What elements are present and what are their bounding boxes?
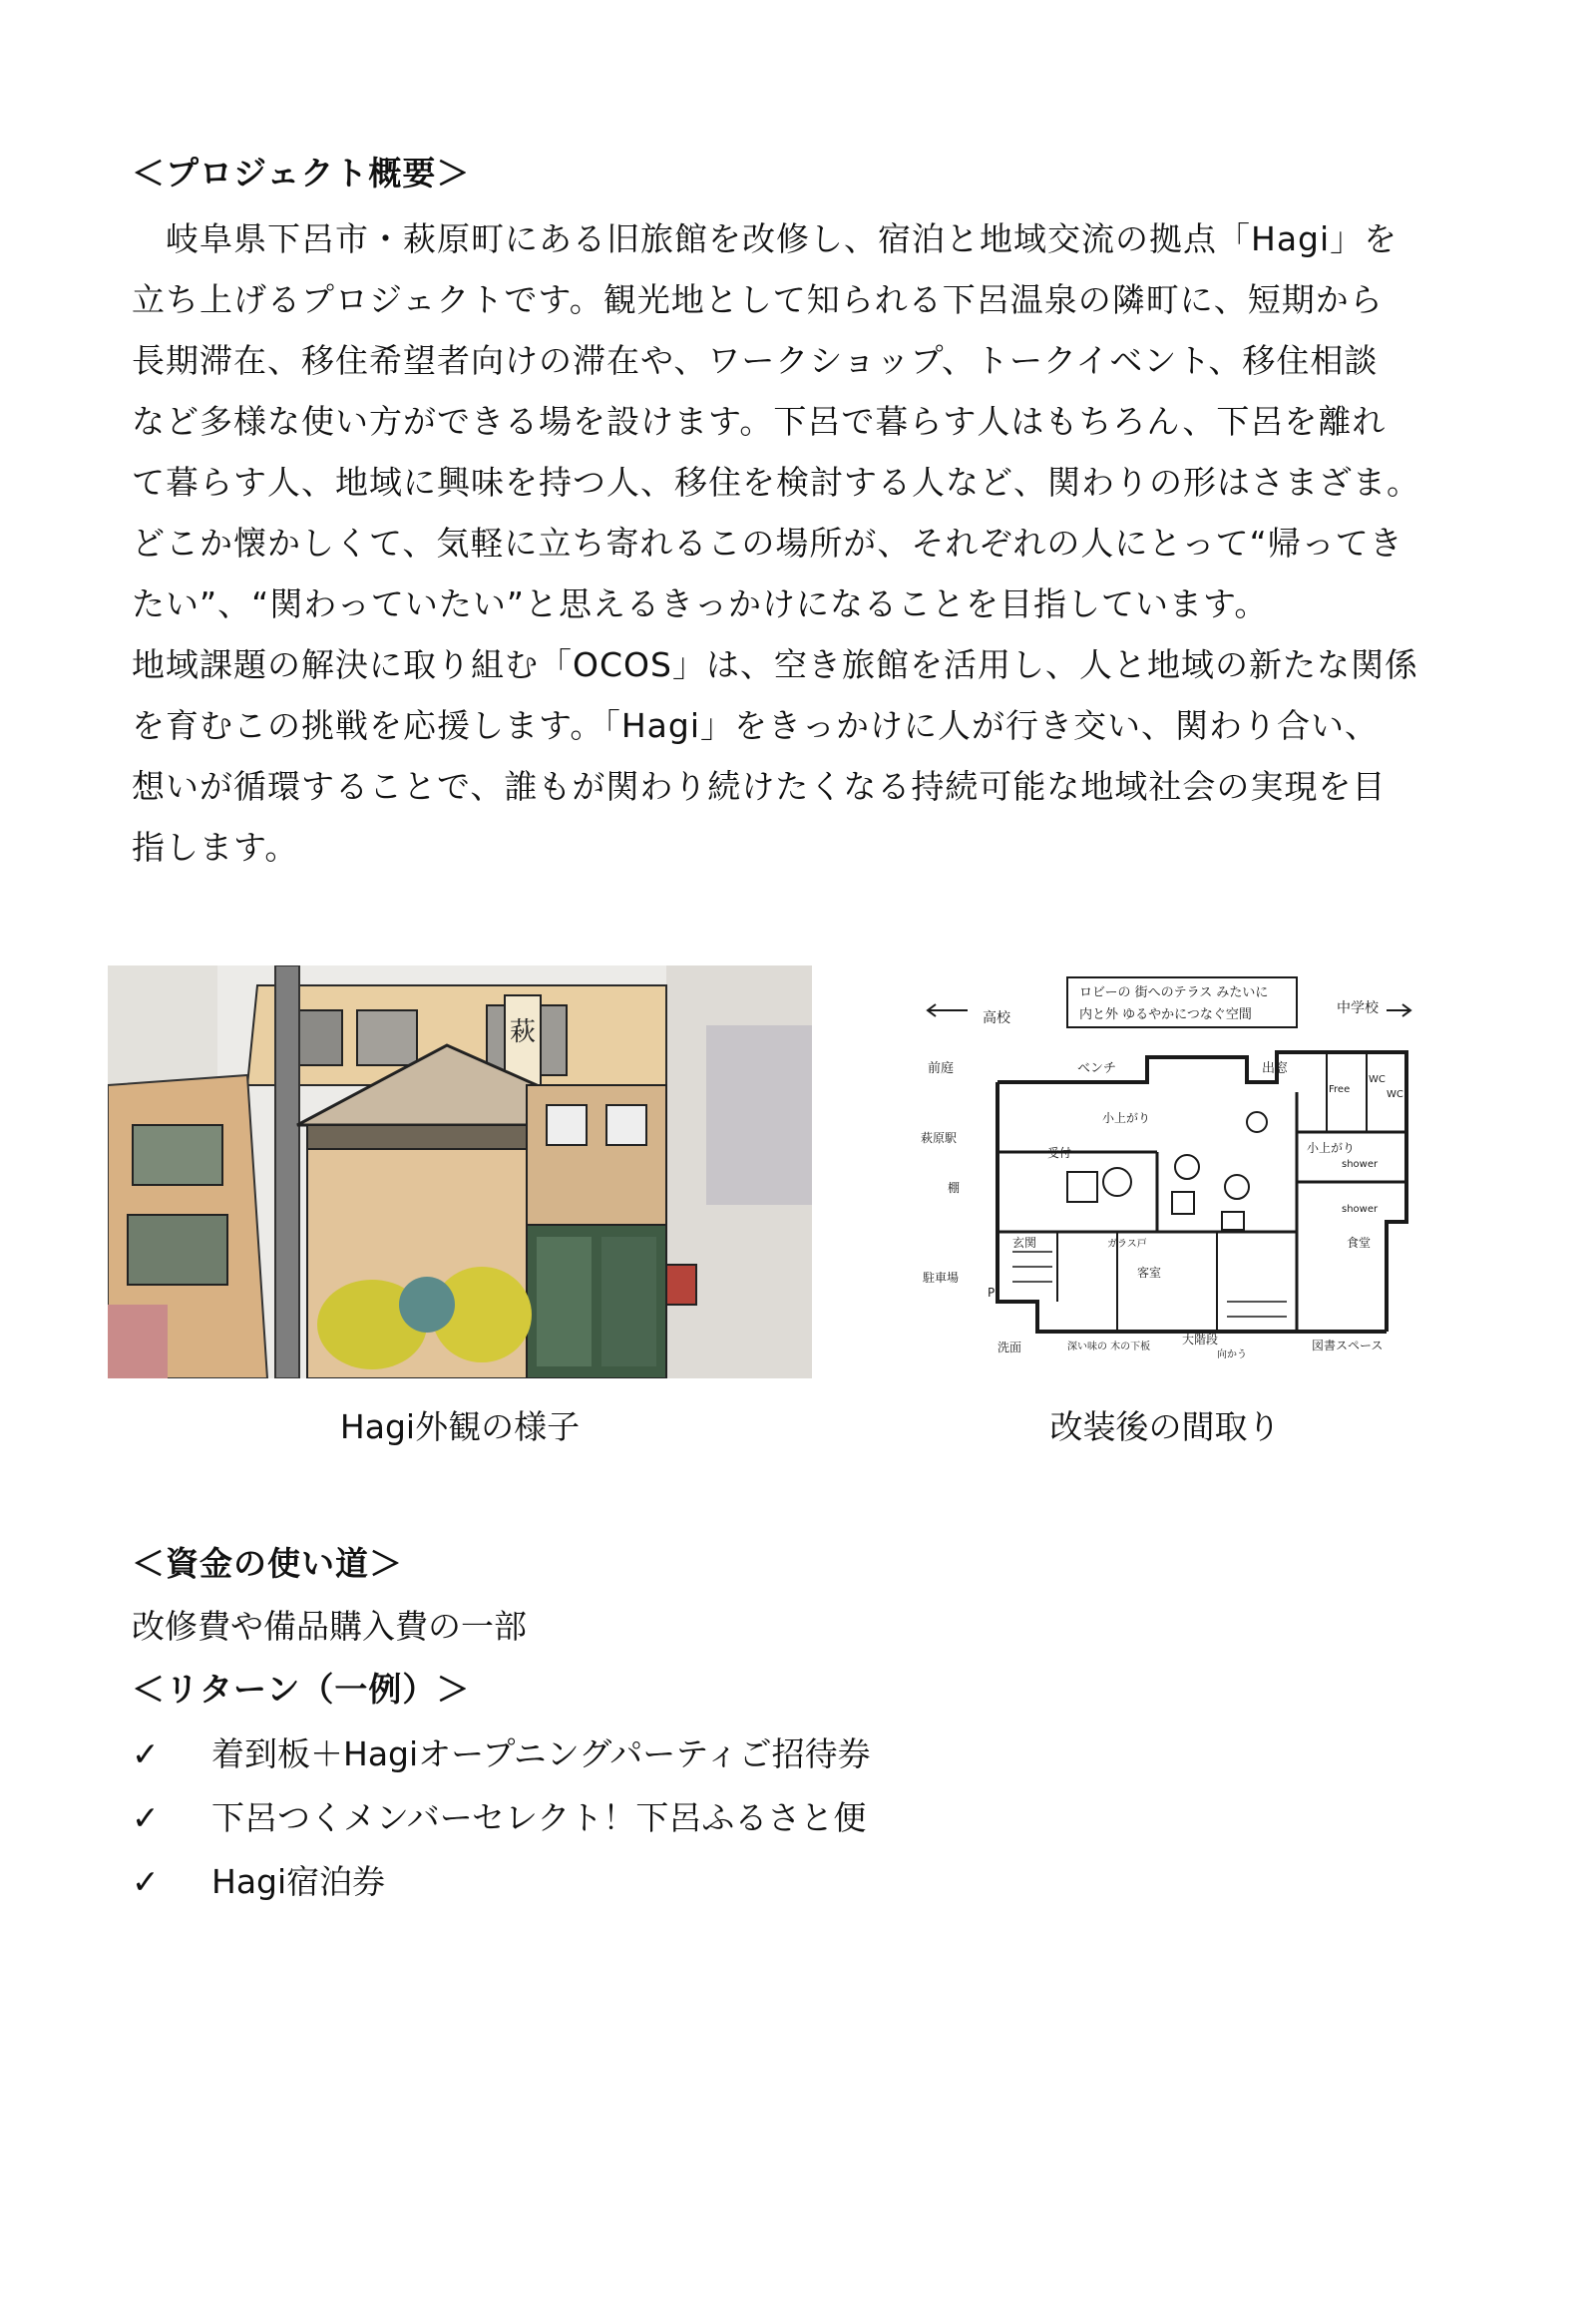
floorplan-label: 小上がり [1307, 1141, 1356, 1155]
returns-heading: ＜リターン（一例）＞ [132, 1670, 471, 1709]
overview-line: 想いが循環することで、誰もが関わり続けたくなる持続可能な地域社会の実現を目 [132, 767, 1387, 806]
floorplan-label: 前庭 [928, 1061, 955, 1076]
floorplan-label: 受付 [1047, 1146, 1072, 1160]
exterior-caption: Hagi外観の様子 [339, 1407, 581, 1446]
floorplan-label: Free [1329, 1084, 1351, 1095]
overview-line: など多様な使い方ができる場を設けます。下呂で暮らす人はもちろん、下呂を離れ [132, 402, 1387, 441]
check-icon: ✓ [132, 1798, 160, 1837]
overview-line: を育むこの挑戦を応援します。「Hagi」をきっかけに人が行き交い、関わり合い、 [132, 706, 1380, 745]
exterior-illustration [108, 965, 812, 1378]
check-icon: ✓ [132, 1862, 160, 1901]
overview-line: て暮らす人、地域に興味を持つ人、移住を検討する人など、関わりの形はさまざま。 [132, 463, 1420, 502]
floorplan-label: ロビーの 街へのテラス みたいに [1079, 985, 1269, 1000]
floorplan-svg [918, 972, 1412, 1361]
floorplan-label: P [988, 1286, 996, 1300]
hagi-sign-text: 萩 [509, 1017, 537, 1047]
floorplan-label: WC [1369, 1074, 1386, 1085]
floorplan-illustration [918, 972, 1412, 1361]
floorplan-label: 深い味の 木の下板 [1067, 1342, 1151, 1352]
floorplan-label: 図書スペース [1312, 1339, 1384, 1352]
overview-line: 地域課題の解決に取り組む「OCOS」は、空き旅館を活用し、人と地域の新たな関係 [132, 645, 1418, 684]
overview-line: 指します。 [132, 828, 299, 867]
floorplan-label: 高校 [983, 1010, 1010, 1026]
funds-heading: ＜資金の使い道＞ [132, 1544, 403, 1583]
return-item-label: 着到板＋Hagiオープニングパーティご招待券 [211, 1734, 871, 1773]
return-item-label: Hagi宿泊券 [211, 1862, 386, 1901]
overview-line: たい”、“関わっていたい”と思えるきっかけになることを目指しています。 [132, 584, 1269, 623]
floorplan-label: shower [1342, 1204, 1379, 1215]
floorplan-label: ガラス戸 [1107, 1239, 1147, 1250]
floorplan-label: 向かう [1217, 1349, 1247, 1360]
overview-line: どこか懐かしくて、気軽に立ち寄れるこの場所が、それぞれの人にとって“帰ってき [132, 524, 1403, 563]
floorplan-label: 出窓 [1262, 1061, 1289, 1076]
floorplan-label: WC [1387, 1089, 1403, 1100]
floorplan-label: ベンチ [1077, 1061, 1117, 1076]
floorplan-label: 中学校 [1337, 1000, 1379, 1016]
floorplan-label: 玄関 [1012, 1236, 1037, 1250]
floorplan-label: 客室 [1137, 1266, 1162, 1280]
overview-line: 長期滞在、移住希望者向けの滞在や、ワークショップ、トークイベント、移住相談 [132, 341, 1379, 380]
floorplan-label: 洗面 [998, 1341, 1022, 1354]
funds-text: 改修費や備品購入費の一部 [132, 1607, 527, 1646]
floorplan-label: 大階段 [1182, 1333, 1219, 1346]
floorplan-label: 棚 [948, 1181, 961, 1195]
overview-heading: ＜プロジェクト概要＞ [132, 154, 471, 192]
floorplan-label: 駐車場 [923, 1271, 960, 1285]
floorplan-label: shower [1342, 1159, 1379, 1170]
check-icon: ✓ [132, 1734, 160, 1773]
return-item-label: 下呂つくメンバーセレクト！下呂ふるさと便 [211, 1798, 867, 1837]
return-item [132, 1792, 866, 1839]
floorplan-label: 小上がり [1102, 1111, 1151, 1125]
floorplan-label: 食堂 [1347, 1236, 1372, 1250]
floorplan-label: 内と外 ゆるやかにつなぐ空間 [1079, 1007, 1252, 1022]
return-item [132, 1856, 385, 1903]
overview-line: 岐阜県下呂市・萩原町にある旧旅館を改修し、宿泊と地域交流の拠点「Hagi」を [132, 219, 1398, 258]
overview-line: 立ち上げるプロジェクトです。観光地として知られる下呂温泉の隣町に、短期から [132, 280, 1384, 319]
exterior-illustration-svg [108, 965, 812, 1378]
floorplan-label: 萩原駅 [921, 1131, 958, 1145]
floorplan-caption: 改装後の間取り [1049, 1407, 1281, 1446]
return-item [132, 1729, 871, 1775]
